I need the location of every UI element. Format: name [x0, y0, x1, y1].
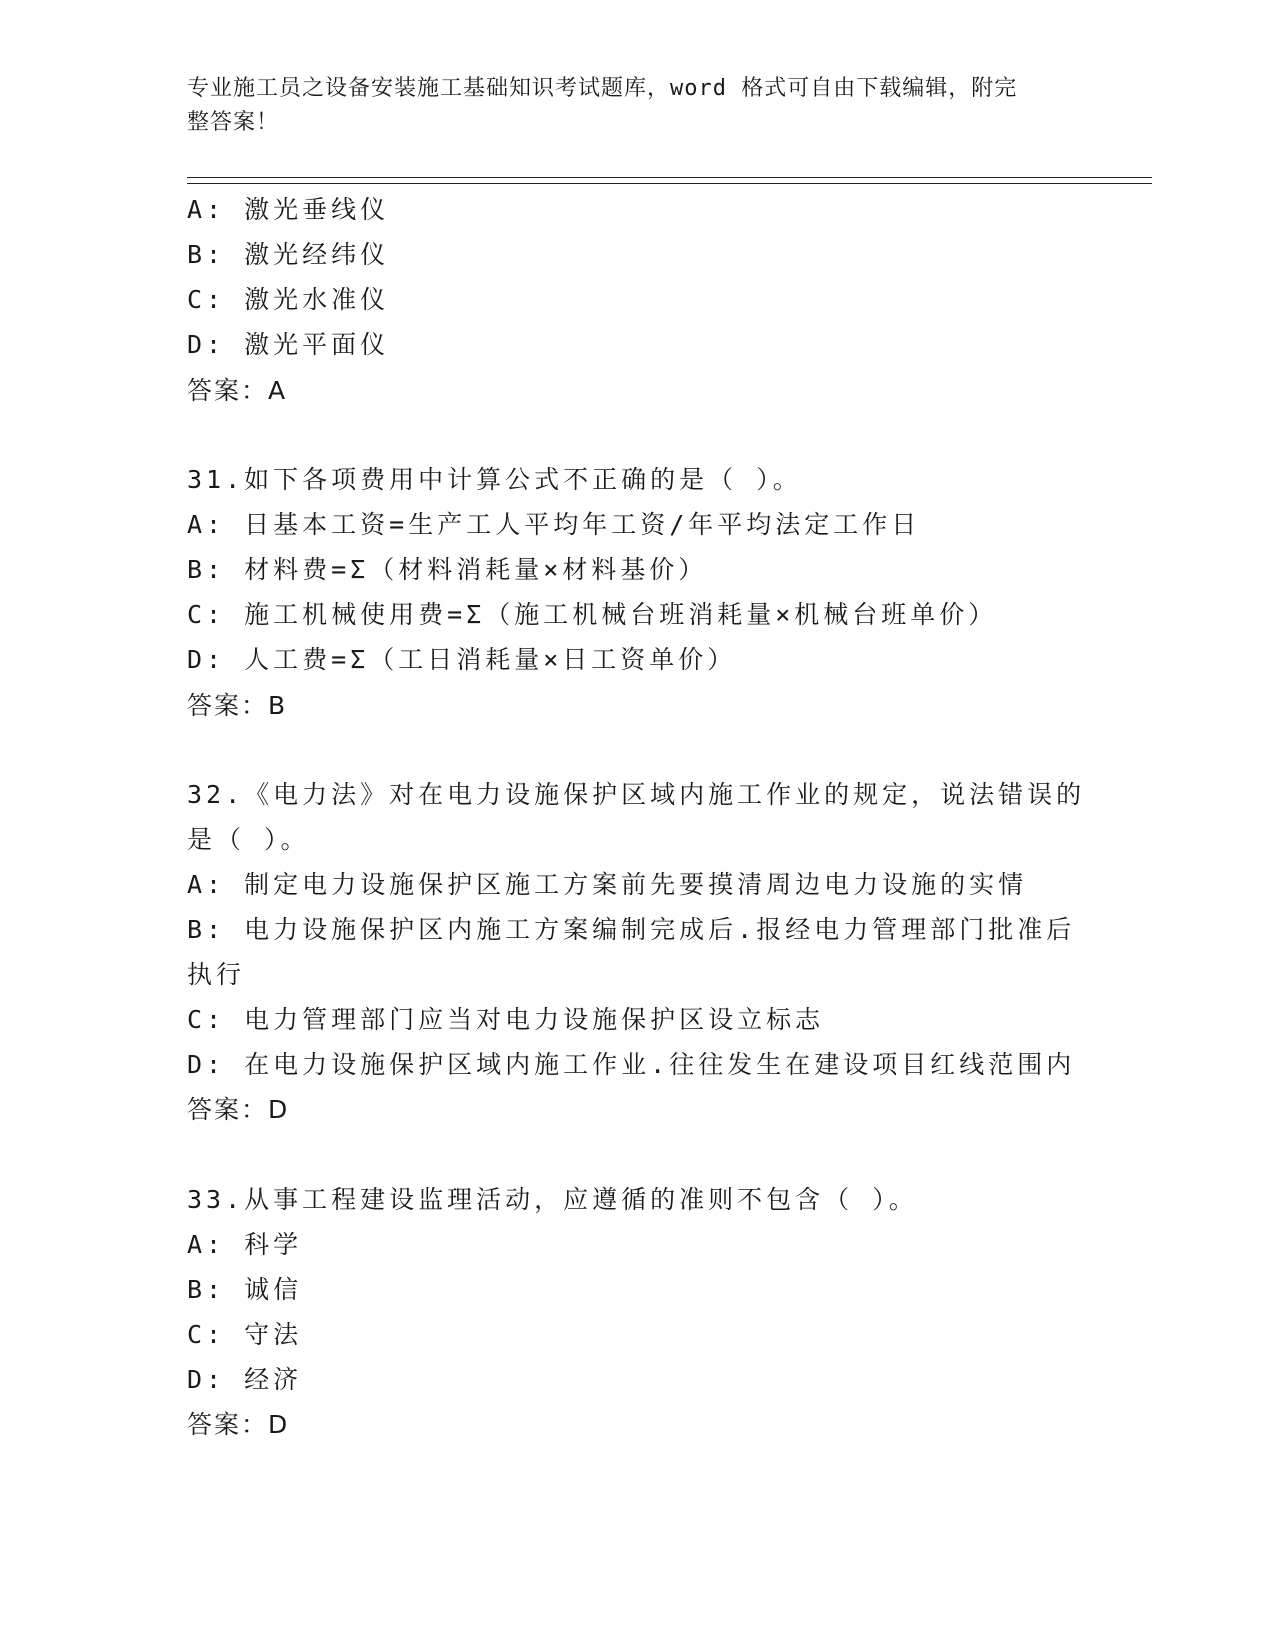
q31-option-d: D: 人工费=Σ（工日消耗量×日工资单价）	[187, 645, 737, 674]
q32-stem-line-1: 32.《电力法》对在电力设施保护区域内施工作业的规定，说法错误的	[187, 780, 1086, 809]
q33-option-c: C: 守法	[187, 1320, 303, 1349]
q33-option-b: B: 诚信	[187, 1275, 303, 1304]
header-rule-bottom	[187, 183, 1152, 184]
q30-option-d: D: 激光平面仪	[187, 330, 390, 359]
q32-option-d: D: 在电力设施保护区域内施工作业.往往发生在建设项目红线范围内	[187, 1050, 1076, 1079]
q32-answer: 答案：D	[187, 1095, 290, 1124]
q30-option-a: A: 激光垂线仪	[187, 195, 390, 224]
q31-option-c: C: 施工机械使用费=Σ（施工机械台班消耗量×机械台班单价）	[187, 600, 998, 629]
q32-option-b-line-1: B: 电力设施保护区内施工方案编制完成后.报经电力管理部门批准后	[187, 915, 1076, 944]
q33-stem: 33.从事工程建设监理活动，应遵循的准则不包含（ ）。	[187, 1185, 918, 1214]
q33-option-a: A: 科学	[187, 1230, 303, 1259]
q32-option-b-line-2: 执行	[187, 960, 246, 989]
q30-option-b: B: 激光经纬仪	[187, 240, 390, 269]
q30-answer: 答案：A	[187, 376, 288, 405]
q33-answer: 答案：D	[187, 1410, 290, 1439]
header-line-1: 专业施工员之设备安装施工基础知识考试题库，word 格式可自由下载编辑，附完	[187, 76, 1018, 101]
q33-option-d: D: 经济	[187, 1365, 303, 1394]
document-header	[187, 72, 1067, 140]
header-line-2: 整答案！	[187, 110, 280, 135]
q32-option-a: A: 制定电力设施保护区施工方案前先要摸清周边电力设施的实情	[187, 870, 1028, 899]
header-rule-top	[187, 177, 1152, 178]
q31-option-a: A: 日基本工资=生产工人平均年工资/年平均法定工作日	[187, 510, 921, 539]
q31-stem: 31.如下各项费用中计算公式不正确的是（ ）。	[187, 465, 802, 494]
q31-answer: 答案：B	[187, 691, 288, 720]
q32-option-c: C: 电力管理部门应当对电力设施保护区设立标志	[187, 1005, 825, 1034]
q30-option-c: C: 激光水准仪	[187, 285, 390, 314]
q31-option-b: B: 材料费=Σ（材料消耗量×材料基价）	[187, 555, 708, 584]
q32-stem-line-2: 是（ ）。	[187, 825, 310, 854]
